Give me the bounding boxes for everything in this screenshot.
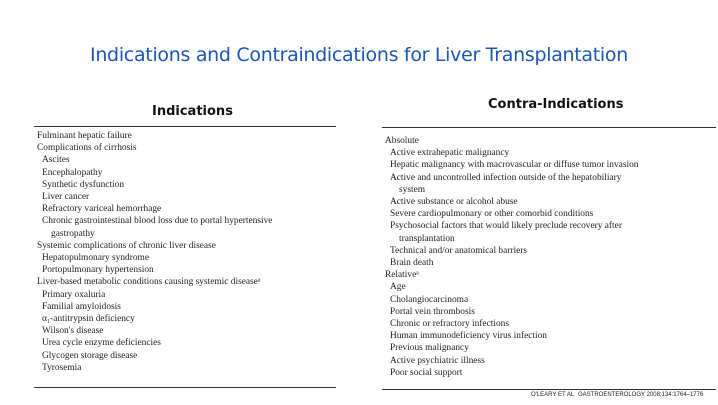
contraindications-row: Relativeᵃ [385, 270, 419, 281]
contraindications-row: Poor social support [390, 367, 463, 378]
contraindications-row: Cholangiocarcinoma [390, 294, 469, 305]
contraindications-row: Active extrahepatic malignancy [390, 148, 510, 159]
contraindications-row: system [399, 184, 426, 195]
contraindications-row: Absolute [385, 136, 419, 146]
slide-title: Indications and Contraindications for Liver Transplantation [90, 44, 628, 66]
contraindications-row: Brain death [390, 258, 434, 269]
contraindications-row: Psychosocial factors that would likely preclude recovery after [390, 221, 622, 232]
indications-row: Wilson's disease [42, 326, 104, 337]
contraindications-table [382, 127, 716, 390]
indications-row: Glycogen storage disease [42, 350, 138, 361]
indications-row: Synthetic dysfunction [42, 179, 125, 190]
indications-row: Fulminant hepatic failure [37, 131, 132, 141]
contraindications-row: Age [390, 282, 406, 293]
indications-row: Liver cancer [42, 192, 90, 203]
contraindications-row: Previous malignancy [390, 343, 469, 354]
citation-author: O'LEARY ET AL [531, 392, 575, 398]
indications-row: Primary oxaluria [42, 289, 106, 300]
indications-row: Portopulmonary hypertension [42, 265, 154, 276]
contraindications-row: Hepatic malignancy with macrovascular or diffuse tumor invasion [390, 160, 639, 171]
indications-row: Chronic gastrointestinal blood loss due to portal hypertensive [42, 216, 273, 227]
indications-row: Tyrosemia [42, 362, 82, 373]
contraindications-row: transplantation [399, 233, 455, 244]
contraindications-heading: Contra-Indications [488, 97, 624, 112]
indications-row: Urea cycle enzyme deficiencies [42, 338, 161, 349]
contraindications-row: Active psychiatric illness [390, 355, 485, 366]
indications-table [34, 126, 336, 388]
indications-row: Complications of cirrhosis [37, 143, 137, 154]
indications-row: Refractory variceal hemorrhage [42, 204, 162, 215]
indications-row: Systemic complications of chronic liver disease [37, 240, 216, 251]
citation-journal: GASTROENTEROLOGY 2008;134:1764–1776 [578, 392, 704, 398]
contraindications-row: Technical and/or anatomical barriers [390, 245, 528, 256]
indications-row: gastropathy [51, 228, 95, 239]
indications-row: α₁-antitrypsin deficiency [42, 314, 135, 325]
indications-row: Encephalopathy [42, 167, 103, 178]
indications-row: Familial amyloidosis [42, 301, 121, 312]
contraindications-row: Chronic or refractory infections [390, 319, 509, 330]
indications-row: Ascites [42, 155, 70, 166]
indications-heading: Indications [152, 104, 233, 119]
contraindications-row: Active and uncontrolled infection outside of the hepatobiliary [390, 172, 622, 183]
contraindications-row: Severe cardiopulmonary or other comorbid conditions [390, 209, 594, 220]
contraindications-row: Active substance or alcohol abuse [390, 197, 518, 208]
contraindications-row: Human immunodeficiency virus infection [390, 331, 547, 342]
indications-row: Liver-based metabolic conditions causing systemic diseaseᵃ [37, 277, 261, 288]
contraindications-row: Portal vein thrombosis [390, 306, 475, 317]
indications-row: Hepatopulmonary syndrome [42, 253, 150, 264]
